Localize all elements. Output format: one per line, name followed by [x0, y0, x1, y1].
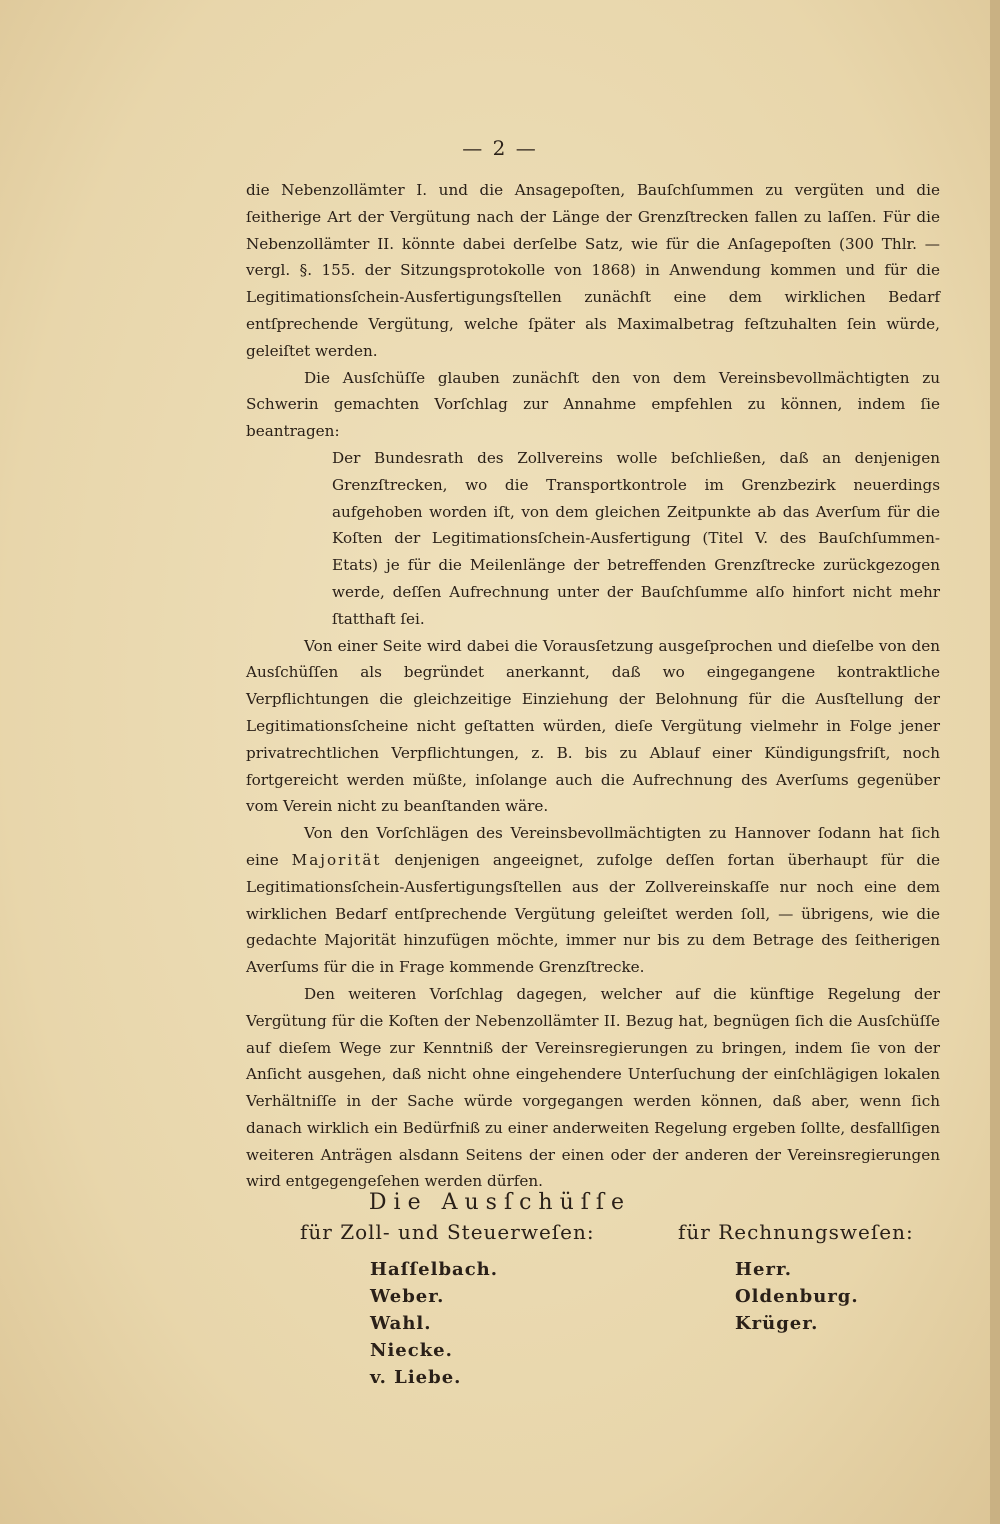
closing-title: Die Ausſchüſſe — [368, 1190, 632, 1215]
page-edge — [990, 0, 1000, 1524]
emphasis-majoritaet: Majorität — [291, 850, 382, 869]
paragraph-4: Von einer Seite wird dabei die Vorausſetzung ausgeſprochen und dieſelbe von den Ausſchüſſen als begründet anerkannt, daß wo eingegangene kontraktliche Verpflichtungen die gleichzeitige Einziehung der Belohnung für die Ausſtellung der Legitimationsſcheine nicht geſtatten würden, dieſe Vergütung vielmehr in Folge jener privatrechtlichen Verpflichtungen, z. B. bis zu Ablauf einer Kündigungsfriſt, noch fortgereicht werden müßte, inſolange auch die Aufrechnung des Averſums gegenüber vom Verein nicht zu beanſtanden wäre. — [246, 636, 940, 816]
signatories-customs — [370, 1256, 498, 1391]
page-number: — 2 — — [462, 136, 538, 160]
signatory-name: Wahl. — [370, 1313, 432, 1334]
signatories-accounts — [735, 1256, 859, 1337]
paragraph-5 — [246, 820, 940, 981]
committee-heading-customs: für Zoll- und Steuerweſen: — [300, 1220, 595, 1244]
signatory-name: Krüger. — [735, 1313, 819, 1334]
signatory-name: Niecke. — [370, 1340, 453, 1361]
signatory-name: Haſſelbach. — [370, 1259, 499, 1280]
paragraph-1: die Nebenzollämter I. und die Ansagepoſten, Bauſchſummen zu vergüten und die ſeitherige Art der Vergütung nach der Länge der Grenzſtrecken fallen zu laſſen. Für die Nebenzollämter II. könnte dabei derſelbe Satz, wie für die Anſagepoſten (300 Thlr. — vergl. §. 155. der Sitzungsprotokolle von 1868) in Anwendung kommen und für die Legitimationsſchein-Ausfertigungsſtellen zunächſt eine dem wirklichen Bedarf entſprechende Vergütung, welche ſpäter als Maximalbetrag feſtzuhalten ſein würde, geleiſtet werden. — [246, 181, 940, 360]
paragraph-2: Die Ausſchüſſe glauben zunächſt den von dem Vereinsbevollmächtigten zu Schwerin gemachten Vorſchlag zur Annahme empfehlen zu können, indem ſie beantragen: — [246, 368, 940, 441]
motion-quote: Der Bundesrath des Zollvereins wolle beſchließen, daß an denjenigen Grenzſtrecken, wo die Transportkontrole im Grenzbezirk neuerdings aufgehoben worden iſt, von dem gleichen Zeitpunkte ab das Averſum für die Koſten der Legitimationsſchein-Ausfertigung (Titel V. des Bauſchſummen-Etats) je für die Meilenlänge der betreffenden Grenzſtrecke zurückgezogen werde, deſſen Aufrechnung unter der Bauſchſumme alſo hinfort nicht mehr ſtatthaft ſei. — [332, 448, 940, 628]
paragraph-6: Den weiteren Vorſchlag dagegen, welcher auf die künftige Regelung der Vergütung für die Koſten der Nebenzollämter II. Bezug hat, begnügen ſich die Ausſchüſſe auf dieſem Wege zur Kenntniß der Vereinsregierungen zu bringen, indem ſie von der Anſicht ausgehen, daß nicht ohne eingehendere Unterſuchung der einſchlägigen lokalen Verhältniſſe in der Sache würde vorgegangen werden können, daß aber, wenn ſich danach wirklich ein Bedürfniß zu einer anderweiten Regelung ergeben ſollte, desfallſigen weiteren Anträgen alsdann Seitens der einen oder der anderen der Vereinsregierungen wird entgegengeſehen werden dürfen. — [246, 984, 940, 1191]
signatory-name: Weber. — [370, 1286, 445, 1307]
body-text — [246, 177, 940, 1195]
signatory-name: Herr. — [735, 1259, 793, 1280]
committee-heading-accounts: für Rechnungsweſen: — [678, 1220, 914, 1244]
signatory-name: Oldenburg. — [735, 1286, 859, 1307]
paragraph-5-start: Von den Vorſchlägen des Vereinsbevollmächtigten zu Hannover ſodann hat ſich eine — [246, 824, 940, 869]
signatory-name: v. Liebe. — [370, 1367, 462, 1388]
paragraph-5-rest: denjenigen angeeignet, zufolge deſſen fortan überhaupt für die Legitimationsſchein-Ausfertigungsſtellen aus der Zollvereinskaſſe nur noch eine dem wirklichen Bedarf entſprechende Vergütung geleiſtet werden ſoll, — übrigens, wie die gedachte Majorität hinzufügen möchte, immer nur bis zu dem Betrage des ſeitherigen Averſums für die in Frage kommende Grenzſtrecke. — [246, 850, 940, 977]
